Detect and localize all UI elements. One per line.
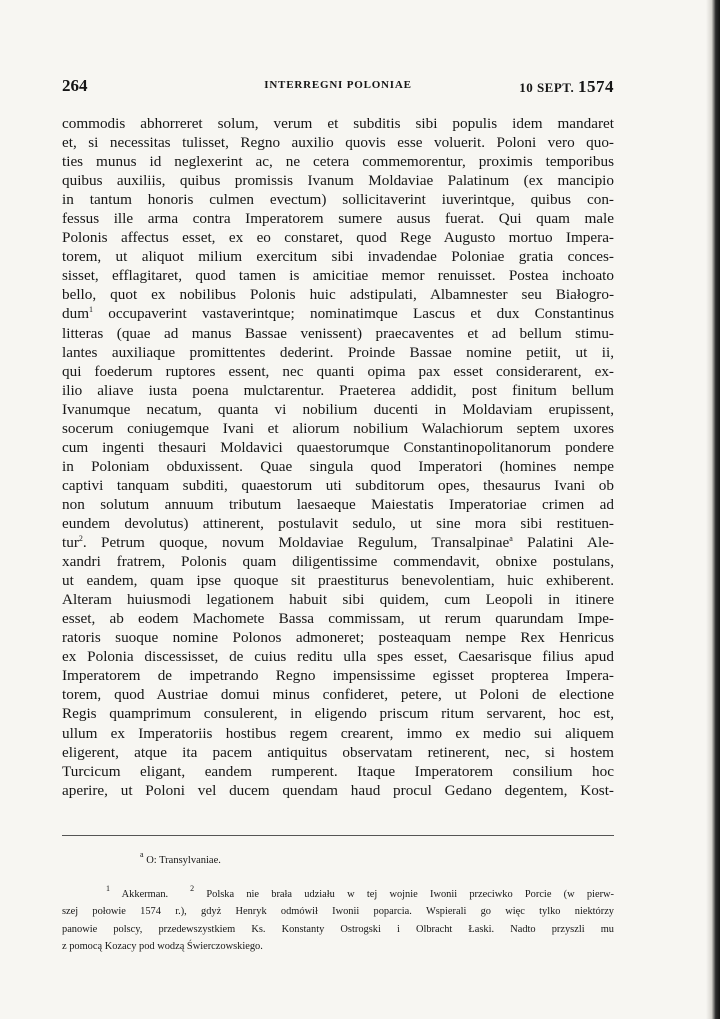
text-line: eundem devolutus) attinerent, postulavit sedulo, ut sine mora sibi restituen- (62, 514, 614, 532)
footnote-marker: 1 (106, 884, 110, 893)
text-line: ilio aliave iusta poena mulctarentur. Praeterea addidit, post finitum bellum (62, 381, 614, 399)
text-line: Polonis affectus esset, ex eo constaret, quod Rege Augusto mortuo Impera- (62, 229, 614, 247)
page-number: 264 (62, 76, 88, 95)
text-line: bello, quot ex nobilibus Polonis huic adstipulati, Albamnester seu Białogro- (62, 286, 614, 304)
footnote-marker: 2 (190, 884, 195, 893)
page-header (62, 76, 614, 98)
variant-ref: a (509, 534, 513, 544)
text-line: sisset, efflagitaret, quod tamen is amicitiae memor renuisset. Postea inchoato (62, 267, 614, 285)
text-line: aperire, ut Poloni vel ducem quendam haud procul Gedano degentem, Kost- (62, 781, 614, 799)
page-edge-shadow (706, 0, 720, 1019)
text-line: in Poloniam obduxissent. Quae singula quod Imperatori (homines nempe (62, 457, 614, 475)
text-line: eligerent, atque ita pacem antiquitus observatam retinerent, nec, si hostem (62, 743, 614, 761)
text-line: ex Polonia discessisset, de cuius reditu ulla spes esset, Caesarisque filius apud (62, 648, 614, 666)
header-date-prefix: 10 SEPT. (519, 80, 575, 95)
text-line: in tantum honoris culmen evectum) sollicitaverint iuverintque, quibus con- (62, 191, 614, 209)
text-line: et, si necessitas tulisset, Regno auxilio quovis esse voluerit. Poloni vero quo- (62, 134, 614, 152)
footnote-2-text: Polska nie brała udziału w tej wojnie Iwonii przeciwko Porcie (w pierw- (194, 889, 614, 900)
running-title: INTERREGNI POLONIAE (264, 79, 412, 91)
footnote-ref: 1 (89, 305, 94, 315)
text-fragment: dum (62, 305, 90, 323)
text-fragment: . Petrum quoque, novum Moldaviae Regulum, Transalpinae (82, 534, 510, 552)
text-line: torem, quod Austriae domui minus confideret, petere, ut Poloni de electione (62, 686, 614, 704)
text-line: qui foederum ruptores essent, nec quanti opima pax esset considerarent, ex- (62, 362, 614, 380)
text-line: quibus auxiliis, quibus promissis Ivanum Moldaviae Palatinum (ex mancipio (62, 172, 614, 190)
footnote-line: panowie polscy, przedewszystkiem Ks. Konstanty Ostrogski i Olbracht Łaski. Nadto przyszli mu (62, 923, 614, 935)
text-line: litteras (quae ad manus Bassae venissent) praecaventes et ad bellum stimu- (62, 324, 614, 342)
footnote-1-text: Akkerman. (110, 889, 169, 900)
text-line: lantes auxiliaque promittentes dederint. Proinde Bassae nomine petiit, ut ii, (62, 343, 614, 361)
body-text (62, 114, 614, 800)
text-line: ties munus id neglexerint ac, ne cetera commemorentur, proximis temporibus (62, 153, 614, 171)
text-line (62, 304, 614, 323)
text-line: Turcicum eligant, eandem rumperent. Itaque Imperatorem consilium hoc (62, 762, 614, 780)
text-line: xandri fratrem, Polonis quam diligentissime commendavit, obnixe postulans, (62, 553, 614, 571)
footnote-line: szej połowie 1574 r.), gdyż Henryk odmówił Iwonii poparcia. Wspierali go więc tylko niektórzy (62, 906, 614, 918)
text-line: cum ingenti thesauri Moldavici quaestorumque Constantinopolitanorum pondere (62, 438, 614, 456)
variant-text: O: Transylvaniae. (143, 855, 221, 866)
footnotes (62, 886, 614, 956)
text-line: Imperatorem de impetrando Regno impensissime egisset propterea Impera- (62, 667, 614, 685)
text-line: captivi tanquam subditi, quaestorum uti subditorum opes, thesaurus Ivani ob (62, 476, 614, 494)
text-fragment: occupaverint vastaverintque; nominatimque Lascus et dux Constantinus (93, 305, 614, 323)
footnote-line: z pomocą Kozacy pod wodzą Świerczowskiego. (62, 941, 263, 953)
text-line: esset, ab eodem Machomete Bassa commissam, ut rerum quarundam Impe- (62, 610, 614, 628)
text-line: Ivanumque necatum, quanta vi nobilium ducenti in Moldaviam erupissent, (62, 400, 614, 418)
text-line: ullum ex Imperatoriis hostibus regem crearent, immo ex medio sui aliquem (62, 724, 614, 742)
variant-note (140, 850, 221, 866)
footnote-rule (62, 835, 614, 836)
text-line (62, 533, 614, 552)
text-line: commodis abhorreret solum, verum et subditis sibi populis idem mandaret (62, 115, 614, 132)
text-line: ut eandem, quam ipse quoque sit praestiturus benevolentiam, huic exhiberent. (62, 572, 614, 590)
text-line: socerum coniugemque Ivani et aliorum nobilium Walachiorum septem uxores (62, 419, 614, 437)
header-date (519, 77, 614, 97)
variant-marker: a (140, 850, 144, 859)
text-line: Alteram huiusmodi legationem habuit sibi quidem, cum Leopoli in itinere (62, 591, 614, 609)
text-fragment: Palatini Ale- (512, 534, 614, 552)
text-line: fessus ille arma contra Imperatorem sumere ausus fuerat. Qui quam male (62, 210, 614, 228)
footnote-ref: 2 (78, 534, 83, 544)
header-year: 1574 (578, 77, 614, 96)
text-line: Regis quamprimum consulerent, in eligendo priscum ritum servarent, hoc est, (62, 705, 614, 723)
text-line: ratoris suoque nomine Polonos admoneret; posteaquam nempe Rex Henricus (62, 629, 614, 647)
footnote-line (62, 886, 614, 903)
text-line: non solutum annuum tributum laesaeque Maiestatis Imperatoriae crimen ad (62, 495, 614, 513)
text-fragment: tur (62, 534, 79, 552)
text-line: torem, ut aliquot milium exercitum sibi invadendae Poloniae gratia conces- (62, 248, 614, 266)
